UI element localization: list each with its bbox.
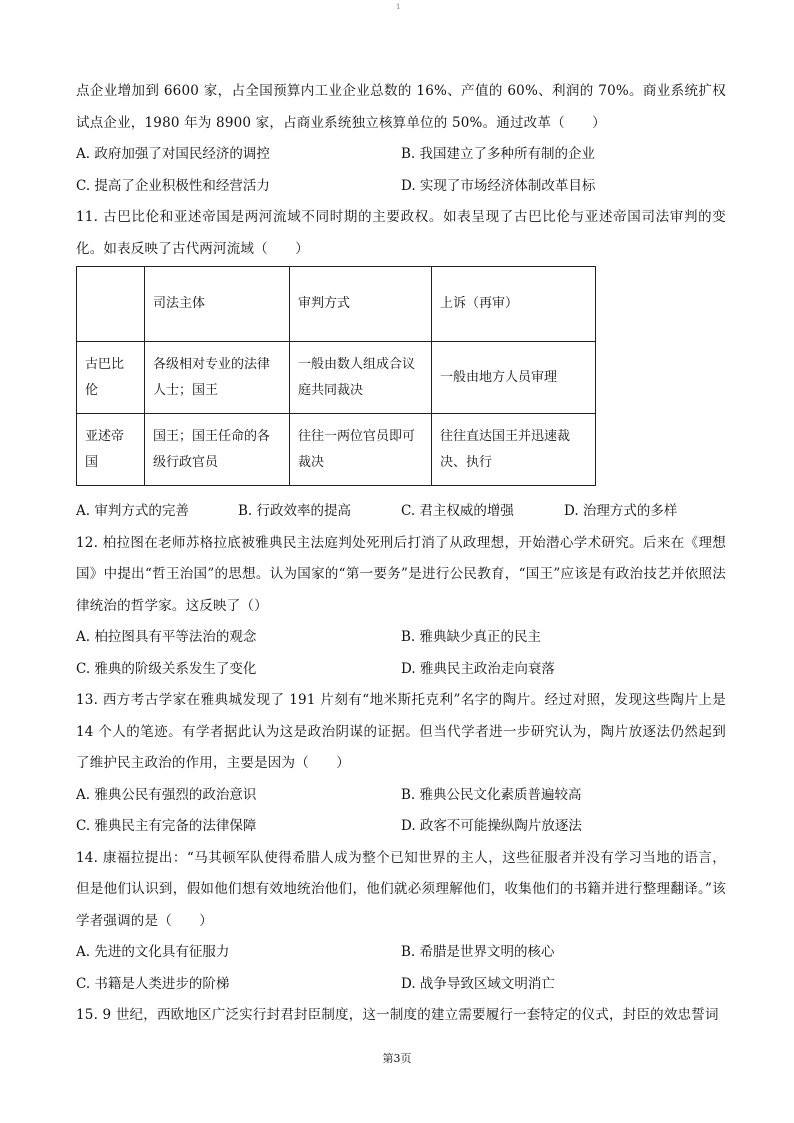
question-14-options-row-2 (76, 969, 726, 1001)
exam-content (76, 76, 726, 1032)
question-12-stem: 12. 柏拉图在老师苏格拉底被雅典民主法庭判处死刑后打消了从政理想，开始潜心学术研究。后来在《理想国》中提出“哲王治国”的思想。认为国家的“第一要务”是进行公民教育，“国王”应该是有政治技艺并依照法律统治的哲学家。这反映了（） (76, 534, 726, 614)
option-d: D. 政客不可能操纵陶片放逐法 (401, 818, 582, 834)
table-cell: 各级相对专业的法律人士；国王 (145, 342, 290, 414)
question-15-stem: 15. 9 世纪，西欧地区广泛实行封君封臣制度，这一制度的建立需要履行一套特定的仪式，封臣的效忠誓词 (76, 1007, 719, 1023)
option-d: D. 战争导致区域文明消亡 (401, 975, 555, 992)
page-top-mark: 1 (396, 3, 401, 11)
question-10-options-row-1 (76, 139, 726, 171)
question-11-options (76, 496, 726, 528)
option-a: A. 政府加强了对国民经济的调控 (76, 146, 270, 162)
question-12 (76, 528, 726, 686)
question-11-stem: 11. 古巴比伦和亚述帝国是两河流域不同时期的主要政权。如表呈现了古巴比伦与亚述帝国司法审判的变化。如表反映了古代两河流域（ ） (76, 209, 726, 257)
table-cell: 国王；国王任命的各级行政官员 (145, 414, 290, 486)
table-row (77, 342, 596, 414)
question-10-continued (76, 76, 726, 202)
option-c: C. 雅典民主有完备的法律保障 (76, 818, 257, 834)
table-header-cell: 司法主体 (145, 267, 290, 342)
question-13-stem: 13. 西方考古学家在雅典城发现了 191 片刻有“地米斯托克利”名字的陶片。经过对照，发现这些陶片上是 14 个人的笔迹。有学者据此认为这是政治阴谋的证据。但当代学者进一步研究认为，陶片放逐法仍然起到了维护民主政治的作用，主要是因为（ ） (76, 692, 726, 771)
question-13 (76, 685, 726, 843)
option-b: B. 行政效率的提高 (238, 503, 352, 519)
option-b: B. 雅典缺少真正的民主 (401, 629, 542, 645)
option-a: A. 柏拉图具有平等法治的观念 (76, 629, 257, 645)
option-a: A. 审判方式的完善 (76, 503, 189, 519)
option-c: C. 提高了企业积极性和经营活力 (76, 177, 270, 194)
question-13-options-row-2 (76, 811, 726, 843)
question-15 (76, 1000, 726, 1032)
table-cell: 往往直达国王并迅速裁决、执行 (432, 414, 596, 486)
table-header-cell-empty (77, 267, 145, 342)
option-b: B. 希腊是世界文明的核心 (401, 944, 555, 960)
question-14-stem: 14. 康福拉提出：“马其顿军队使得希腊人成为整个已知世界的主人，这些征服者并没有学习当地的语言，但是他们认识到，假如他们想有效地统治他们，他们就必须理解他们，收集他们的书籍并进行整理翻译。”该学者强调的是（ ） (76, 849, 726, 929)
question-12-options-row-2 (76, 654, 726, 686)
table-cell: 一般由地方人员审理 (432, 342, 596, 414)
table-header-cell: 审判方式 (290, 267, 432, 342)
table-cell: 往往一两位官员即可裁决 (290, 414, 432, 486)
question-12-options-row-1 (76, 622, 726, 654)
question-11 (76, 202, 726, 528)
table-header-row (77, 267, 596, 342)
table-cell: 古巴比伦 (77, 342, 145, 414)
option-c: C. 君主权威的增强 (401, 503, 514, 519)
option-b: B. 我国建立了多种所有制的企业 (401, 146, 596, 162)
question-14-options-row-1 (76, 937, 726, 969)
option-d: D. 实现了市场经济体制改革目标 (401, 177, 596, 194)
table-cell: 一般由数人组成合议庭共同裁决 (290, 342, 432, 414)
table-header-cell: 上诉（再审） (432, 267, 596, 342)
question-13-options-row-1 (76, 780, 726, 812)
option-d: D. 雅典民主政治走向衰落 (401, 660, 555, 677)
question-10-options-row-2 (76, 171, 726, 203)
option-d: D. 治理方式的多样 (564, 503, 678, 519)
table-row (77, 414, 596, 486)
option-b: B. 雅典公民文化素质普遍较高 (401, 786, 582, 803)
table-cell: 亚述帝国 (77, 414, 145, 486)
option-c: C. 雅典的阶级关系发生了变化 (76, 660, 257, 677)
option-a: A. 雅典公民有强烈的政治意识 (76, 786, 257, 803)
question-10-stem: 点企业增加到 6600 家，占全国预算内工业企业总数的 16%、产值的 60%、利润的 70%。商业系统扩权试点企业，1980 年为 8900 家，占商业系统独立核算单位的 50%。通过改革（ ） (76, 83, 726, 131)
page-number: 第3页 (382, 1052, 412, 1065)
option-c: C. 书籍是人类进步的阶梯 (76, 975, 230, 992)
question-14 (76, 843, 726, 1001)
option-a: A. 先进的文化具有征服力 (76, 944, 230, 960)
judicial-comparison-table (76, 266, 596, 486)
